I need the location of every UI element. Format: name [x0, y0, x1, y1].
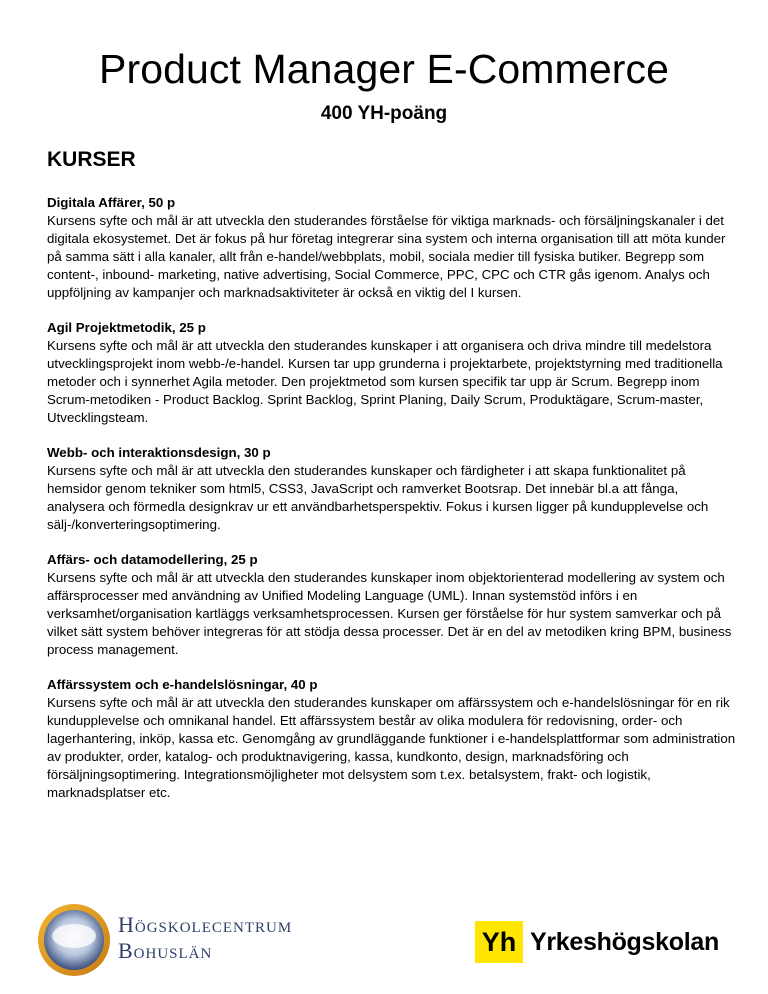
yh-badge: Yh	[475, 921, 523, 963]
section-heading-kurser: KURSER	[47, 148, 136, 171]
course-title: Agil Projektmetodik, 25 p	[47, 320, 206, 335]
yrkeshogskolan-logo	[475, 921, 745, 963]
hogskolecentrum-logo	[36, 900, 356, 980]
course-item	[47, 319, 737, 427]
course-item	[47, 676, 737, 802]
course-title: Digitala Affärer, 50 p	[47, 195, 176, 210]
course-description: Kursens syfte och mål är att utveckla den studerandes kunskaper om affärssystem och e-handelslösningar för en rik kundupplevelse och omnikanal handel. Ett affärssystem består av olika modulera för redovisning, order- och lagerhantering, inköp, kassa etc. Genomgång av grundläggande funktioner i e-handelsplattformar som administration av produkter, order, katalog- och produktnavigering, kassa, kundkonto, design, marknadsföring och försäljningsoptimering. Integrationsmöjligheter mot delsystem som t.ex. betalsystem, frakt- och logistik, marknadsplatser etc.	[47, 695, 736, 800]
course-item	[47, 194, 737, 302]
course-title: Webb- och interaktionsdesign, 30 p	[47, 445, 271, 460]
hogskolecentrum-region: Bohuslän	[118, 938, 213, 963]
course-description: Kursens syfte och mål är att utveckla den studerandes kunskaper inom objektorienterad modellering av system och affärsprocesser med användning av Unified Modeling Language (UML). Innan systemstöd införs i en verksamhet/organisation kartläggs verksamhetsprocessen. Kursen ger förståelse för hur system samverkar och på vilket sätt system behöver integreras för att stödja dessa processer. Det är en del av metodiken kring BPM, business process management.	[47, 570, 732, 657]
course-item	[47, 551, 737, 659]
course-description: Kursens syfte och mål är att utveckla den studerandes förståelse för viktiga marknads- och försäljningskanaler i det digitala ekosystemet. Det är fokus på hur företag integrerar sina system och interna organisation till att möta kunder på samma sätt i alla kanaler, allt från e-handel/webbplats, mobil, sociala medier till fysiska butiker. Begrepp som content-, inbound- marketing, native advertising, Social Commerce, PPC, CPC och CTR gås igenom. Analys och uppföljning av kampanjer och marknadsaktiviteter är också en viktig del I kursen.	[47, 213, 726, 300]
course-title: Affärs- och datamodellering, 25 p	[47, 552, 258, 567]
course-description: Kursens syfte och mål är att utveckla den studerandes kunskaper i att organisera och driva mindre till medelstora utvecklingsprojekt inom webb-/e-handel. Kursen tar upp grunderna i projektarbete, projektstyrning med traditionella metoder och i synnerhet Agila metoder. Den projektmetod som kursen specifik tar upp är Scrum. Begrepp inom Scrum-metodiken - Product Backlog. Sprint Backlog, Sprint Planing, Daily Scrum, Produktägare, Scrum-master, Utvecklingsteam.	[47, 338, 723, 425]
course-list	[47, 194, 737, 819]
document-title: Product Manager E-Commerce	[99, 46, 669, 92]
course-description: Kursens syfte och mål är att utveckla den studerandes kunskaper och färdigheter i att skapa funktionalitet på hemsidor genom tekniker som html5, CSS3, JavaScript och ramverket Bootsrap. Det innebär bl.a att fånga, analysera och förmedla designkrav ur ett användbarhetsperspektiv. Fokus i kursen ligger på kundupplevelse och sälj-/konverteringsoptimering.	[47, 463, 709, 532]
yrkeshogskolan-wordmark: Yrkeshögskolan	[530, 928, 719, 956]
hogskolecentrum-name: Högskolecentrum	[118, 912, 293, 937]
course-title: Affärssystem och e-handelslösningar, 40 p	[47, 677, 318, 692]
course-item	[47, 444, 737, 534]
document-subtitle: 400 YH-poäng	[320, 103, 448, 124]
hogskolecentrum-emblem-icon	[36, 902, 112, 978]
